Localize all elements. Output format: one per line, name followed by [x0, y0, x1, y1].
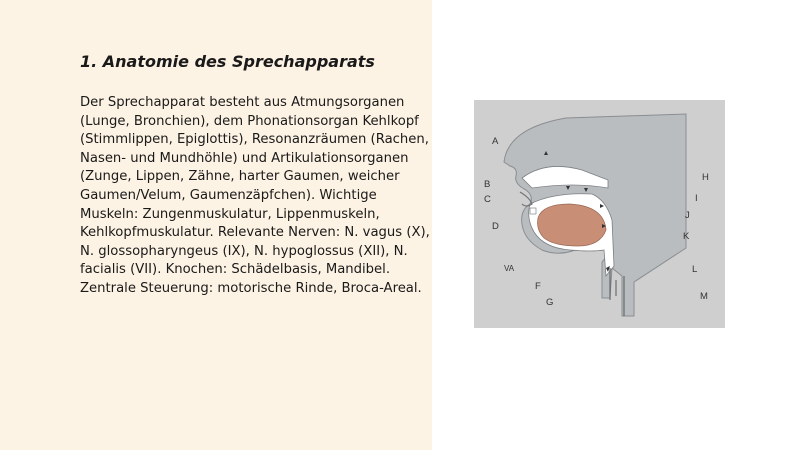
vocal-tract-diagram	[474, 100, 725, 328]
label-b: B	[484, 179, 491, 190]
label-d: D	[492, 221, 499, 232]
teeth	[530, 208, 536, 214]
label-k: K	[683, 231, 690, 242]
label-i: I	[695, 193, 698, 204]
label-j: J	[685, 210, 690, 221]
label-va: VA	[504, 264, 515, 273]
slide-title: 1. Anatomie des Sprechapparats	[80, 52, 375, 71]
label-c: C	[484, 194, 491, 205]
label-g: G	[546, 297, 554, 308]
label-f: F	[535, 281, 541, 292]
label-a: A	[492, 136, 499, 147]
label-h: H	[702, 172, 709, 183]
slide-body-text: Der Sprechapparat besteht aus Atmungsorganen (Lunge, Bronchien), dem Phonationsorgan Kehlkopf (Stimmlippen, Epiglottis), Resonanzräumen (Rachen, Nasen- und Mundhöhle) und Artikulationsorganen (Zunge, Lippen, Zähne, harter Gaumen, weicher Gaumen/Velum, Gaumenzäpfchen). Wichtige Muskeln: Zungenmuskulatur, Lippenmuskeln, Kehlkopfmuskulatur. Relevante Nerven: N. vagus (X), N. glossopharyngeus (IX), N. hypoglossus (XII), N. facialis (VII). Knochen: Schädelbasis, Mandibel. Zentrale Steuerung: motorische Rinde, Broca-Areal.	[80, 95, 430, 296]
label-l: L	[692, 264, 698, 275]
label-m: M	[700, 291, 708, 302]
